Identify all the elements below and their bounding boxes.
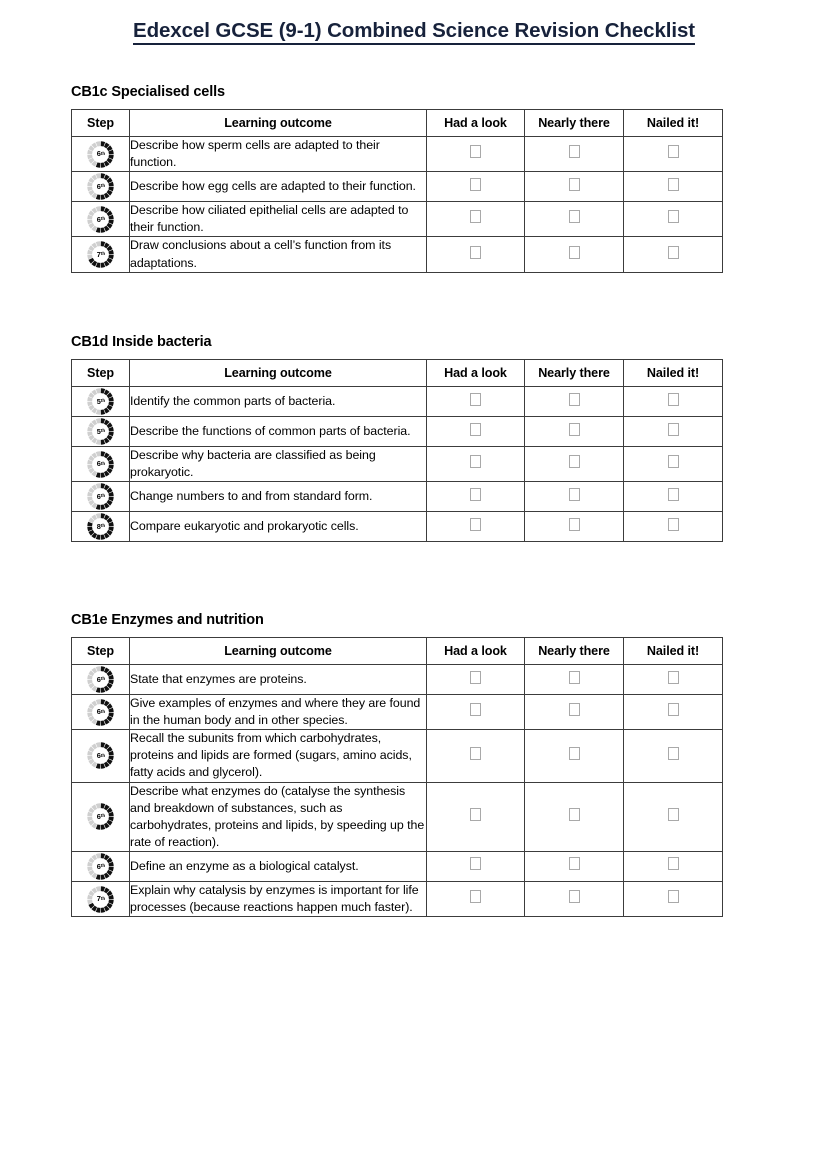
learning-outcome-cell: Define an enzyme as a biological catalyst. xyxy=(130,851,427,881)
column-header-step: Step xyxy=(72,360,130,387)
empty-checkbox-icon[interactable] xyxy=(569,210,580,223)
checkbox-cell-had-a-look[interactable] xyxy=(427,665,525,695)
step-cell xyxy=(72,447,130,482)
empty-checkbox-icon[interactable] xyxy=(470,178,481,191)
column-header-nearly-there: Nearly there xyxy=(525,360,624,387)
step-progress-dial-icon xyxy=(86,741,115,770)
checkbox-cell-had-a-look[interactable] xyxy=(427,730,525,782)
empty-checkbox-icon[interactable] xyxy=(470,393,481,406)
learning-outcome-cell: Describe how ciliated epithelial cells are adapted to their function. xyxy=(130,202,427,237)
step-cell xyxy=(72,730,130,782)
learning-outcome-cell: Describe what enzymes do (catalyse the synthesis and breakdown of substances, such as carbohydrates, proteins and lipids, by speeding up the rate of reaction). xyxy=(130,782,427,851)
section-3 xyxy=(71,612,722,917)
column-header-step: Step xyxy=(72,110,130,137)
step-number-label: 6 th xyxy=(96,861,106,871)
step-number-label: 6 th xyxy=(96,459,106,469)
step-progress-dial-icon xyxy=(86,482,115,511)
table-row xyxy=(72,417,723,447)
empty-checkbox-icon[interactable] xyxy=(668,808,679,821)
learning-outcome-cell: Describe the functions of common parts of bacteria. xyxy=(130,417,427,447)
step-cell xyxy=(72,417,130,447)
empty-checkbox-icon[interactable] xyxy=(569,671,580,684)
empty-checkbox-icon[interactable] xyxy=(668,488,679,501)
checkbox-cell-had-a-look[interactable] xyxy=(427,851,525,881)
learning-outcome-cell: Explain why catalysis by enzymes is important for life processes (because reactions happen much faster). xyxy=(130,881,427,916)
column-header-had-a-look: Had a look xyxy=(427,360,525,387)
checkbox-cell-nearly-there[interactable] xyxy=(525,782,624,851)
checkbox-cell-had-a-look[interactable] xyxy=(427,417,525,447)
checkbox-cell-nailed-it[interactable] xyxy=(624,387,723,417)
checkbox-cell-nailed-it[interactable] xyxy=(624,730,723,782)
step-progress-dial-icon xyxy=(86,387,115,416)
checkbox-cell-nailed-it[interactable] xyxy=(624,665,723,695)
table-row xyxy=(72,851,723,881)
empty-checkbox-icon[interactable] xyxy=(569,178,580,191)
empty-checkbox-icon[interactable] xyxy=(668,246,679,259)
checkbox-cell-had-a-look[interactable] xyxy=(427,137,525,172)
empty-checkbox-icon[interactable] xyxy=(470,488,481,501)
step-number-label: 7 th xyxy=(96,249,106,259)
learning-outcome-cell: Identify the common parts of bacteria. xyxy=(130,387,427,417)
checkbox-cell-nailed-it[interactable] xyxy=(624,695,723,730)
empty-checkbox-icon[interactable] xyxy=(569,857,580,870)
step-cell xyxy=(72,387,130,417)
table-row xyxy=(72,665,723,695)
checklist-table xyxy=(71,109,723,273)
page-title-text: Edexcel GCSE (9-1) Combined Science Revision Checklist xyxy=(133,19,695,45)
checkbox-cell-had-a-look[interactable] xyxy=(427,881,525,916)
step-number-label: 5 th xyxy=(96,426,106,436)
learning-outcome-cell: Recall the subunits from which carbohydrates, proteins and lipids are formed (sugars, amino acids, fatty acids and glycerol). xyxy=(130,730,427,782)
checkbox-cell-had-a-look[interactable] xyxy=(427,482,525,512)
checkbox-cell-nearly-there[interactable] xyxy=(525,387,624,417)
step-progress-dial-icon xyxy=(86,172,115,201)
table-row xyxy=(72,172,723,202)
checkbox-cell-nailed-it[interactable] xyxy=(624,417,723,447)
checkbox-cell-nearly-there[interactable] xyxy=(525,512,624,542)
empty-checkbox-icon[interactable] xyxy=(668,423,679,436)
empty-checkbox-icon[interactable] xyxy=(470,671,481,684)
step-cell xyxy=(72,482,130,512)
empty-checkbox-icon[interactable] xyxy=(569,890,580,903)
step-cell xyxy=(72,695,130,730)
empty-checkbox-icon[interactable] xyxy=(668,455,679,468)
step-number-label: 6 th xyxy=(96,149,106,159)
step-progress-dial-icon xyxy=(86,240,115,269)
checkbox-cell-nearly-there[interactable] xyxy=(525,447,624,482)
empty-checkbox-icon[interactable] xyxy=(668,145,679,158)
empty-checkbox-icon[interactable] xyxy=(569,747,580,760)
empty-checkbox-icon[interactable] xyxy=(470,455,481,468)
checkbox-cell-nailed-it[interactable] xyxy=(624,172,723,202)
empty-checkbox-icon[interactable] xyxy=(470,145,481,158)
step-number-label: 8 th xyxy=(96,522,106,532)
checkbox-cell-nearly-there[interactable] xyxy=(525,482,624,512)
column-header-nailed-it: Nailed it! xyxy=(624,638,723,665)
empty-checkbox-icon[interactable] xyxy=(668,857,679,870)
table-header-row xyxy=(72,110,723,137)
column-header-learning-outcome: Learning outcome xyxy=(130,360,427,387)
step-progress-dial-icon xyxy=(86,802,115,831)
checkbox-cell-nailed-it[interactable] xyxy=(624,447,723,482)
checkbox-cell-nearly-there[interactable] xyxy=(525,202,624,237)
table-header-row xyxy=(72,360,723,387)
checklist-table xyxy=(71,359,723,542)
empty-checkbox-icon[interactable] xyxy=(470,518,481,531)
step-cell xyxy=(72,202,130,237)
step-progress-dial-icon xyxy=(86,852,115,881)
checkbox-cell-had-a-look[interactable] xyxy=(427,202,525,237)
empty-checkbox-icon[interactable] xyxy=(668,210,679,223)
step-progress-dial-icon xyxy=(86,698,115,727)
checkbox-cell-nailed-it[interactable] xyxy=(624,482,723,512)
learning-outcome-cell: State that enzymes are proteins. xyxy=(130,665,427,695)
step-progress-dial-icon xyxy=(86,885,115,914)
step-progress-dial-icon xyxy=(86,140,115,169)
section-2 xyxy=(71,334,722,542)
checkbox-cell-had-a-look[interactable] xyxy=(427,512,525,542)
checkbox-cell-nearly-there[interactable] xyxy=(525,851,624,881)
step-number-label: 5 th xyxy=(96,396,106,406)
column-header-nailed-it: Nailed it! xyxy=(624,360,723,387)
step-number-label: 6 th xyxy=(96,751,106,761)
table-row xyxy=(72,695,723,730)
step-number-label: 6 th xyxy=(96,214,106,224)
empty-checkbox-icon[interactable] xyxy=(470,890,481,903)
column-header-had-a-look: Had a look xyxy=(427,638,525,665)
step-number-label: 6 th xyxy=(96,707,106,717)
section-heading: CB1e Enzymes and nutrition xyxy=(71,612,264,628)
column-header-had-a-look: Had a look xyxy=(427,110,525,137)
checkbox-cell-nailed-it[interactable] xyxy=(624,512,723,542)
step-number-label: 6 th xyxy=(96,182,106,192)
checkbox-cell-nailed-it[interactable] xyxy=(624,137,723,172)
step-cell xyxy=(72,851,130,881)
column-header-nailed-it: Nailed it! xyxy=(624,110,723,137)
empty-checkbox-icon[interactable] xyxy=(569,808,580,821)
step-progress-dial-icon xyxy=(86,512,115,541)
empty-checkbox-icon[interactable] xyxy=(668,518,679,531)
empty-checkbox-icon[interactable] xyxy=(668,747,679,760)
learning-outcome-cell: Compare eukaryotic and prokaryotic cells. xyxy=(130,512,427,542)
table-row xyxy=(72,237,723,272)
empty-checkbox-icon[interactable] xyxy=(470,210,481,223)
empty-checkbox-icon[interactable] xyxy=(668,178,679,191)
step-cell xyxy=(72,782,130,851)
table-header-row xyxy=(72,638,723,665)
checkbox-cell-nearly-there[interactable] xyxy=(525,881,624,916)
empty-checkbox-icon[interactable] xyxy=(668,393,679,406)
checkbox-cell-nailed-it[interactable] xyxy=(624,881,723,916)
empty-checkbox-icon[interactable] xyxy=(569,393,580,406)
table-row xyxy=(72,482,723,512)
step-progress-dial-icon xyxy=(86,205,115,234)
learning-outcome-cell: Give examples of enzymes and where they are found in the human body and in other species. xyxy=(130,695,427,730)
checkbox-cell-nearly-there[interactable] xyxy=(525,730,624,782)
column-header-nearly-there: Nearly there xyxy=(525,110,624,137)
table-row xyxy=(72,512,723,542)
empty-checkbox-icon[interactable] xyxy=(470,246,481,259)
column-header-learning-outcome: Learning outcome xyxy=(130,110,427,137)
table-row xyxy=(72,387,723,417)
empty-checkbox-icon[interactable] xyxy=(668,703,679,716)
column-header-step: Step xyxy=(72,638,130,665)
checklist-table xyxy=(71,637,723,917)
empty-checkbox-icon[interactable] xyxy=(569,703,580,716)
empty-checkbox-icon[interactable] xyxy=(470,423,481,436)
table-row xyxy=(72,202,723,237)
checkbox-cell-nailed-it[interactable] xyxy=(624,782,723,851)
step-number-label: 6 th xyxy=(96,812,106,822)
checkbox-cell-had-a-look[interactable] xyxy=(427,447,525,482)
table-row xyxy=(72,782,723,851)
empty-checkbox-icon[interactable] xyxy=(470,808,481,821)
checkbox-cell-nailed-it[interactable] xyxy=(624,851,723,881)
checkbox-cell-nearly-there[interactable] xyxy=(525,417,624,447)
learning-outcome-cell: Describe how sperm cells are adapted to their function. xyxy=(130,137,427,172)
section-heading: CB1d Inside bacteria xyxy=(71,334,212,350)
checkbox-cell-had-a-look[interactable] xyxy=(427,387,525,417)
learning-outcome-cell: Change numbers to and from standard form. xyxy=(130,482,427,512)
checkbox-cell-had-a-look[interactable] xyxy=(427,237,525,272)
empty-checkbox-icon[interactable] xyxy=(569,145,580,158)
step-number-label: 6 th xyxy=(96,674,106,684)
checkbox-cell-had-a-look[interactable] xyxy=(427,695,525,730)
checkbox-cell-nailed-it[interactable] xyxy=(624,202,723,237)
column-header-learning-outcome: Learning outcome xyxy=(130,638,427,665)
step-cell xyxy=(72,237,130,272)
checkbox-cell-nearly-there[interactable] xyxy=(525,665,624,695)
empty-checkbox-icon[interactable] xyxy=(569,518,580,531)
learning-outcome-cell: Draw conclusions about a cell’s function from its adaptations. xyxy=(130,237,427,272)
checkbox-cell-nearly-there[interactable] xyxy=(525,695,624,730)
step-cell xyxy=(72,137,130,172)
table-row xyxy=(72,447,723,482)
empty-checkbox-icon[interactable] xyxy=(668,890,679,903)
step-number-label: 6 th xyxy=(96,492,106,502)
checkbox-cell-nailed-it[interactable] xyxy=(624,237,723,272)
empty-checkbox-icon[interactable] xyxy=(668,671,679,684)
learning-outcome-cell: Describe how egg cells are adapted to their function. xyxy=(130,172,427,202)
section-heading: CB1c Specialised cells xyxy=(71,84,225,100)
checkbox-cell-nearly-there[interactable] xyxy=(525,237,624,272)
learning-outcome-cell: Describe why bacteria are classified as being prokaryotic. xyxy=(130,447,427,482)
empty-checkbox-icon[interactable] xyxy=(569,455,580,468)
step-progress-dial-icon xyxy=(86,417,115,446)
empty-checkbox-icon[interactable] xyxy=(470,857,481,870)
step-cell xyxy=(72,512,130,542)
empty-checkbox-icon[interactable] xyxy=(470,703,481,716)
checkbox-cell-had-a-look[interactable] xyxy=(427,782,525,851)
step-cell xyxy=(72,172,130,202)
step-cell xyxy=(72,881,130,916)
table-row xyxy=(72,881,723,916)
empty-checkbox-icon[interactable] xyxy=(569,423,580,436)
checkbox-cell-nearly-there[interactable] xyxy=(525,137,624,172)
step-progress-dial-icon xyxy=(86,665,115,694)
empty-checkbox-icon[interactable] xyxy=(569,246,580,259)
step-cell xyxy=(72,665,130,695)
empty-checkbox-icon[interactable] xyxy=(569,488,580,501)
page-title xyxy=(0,19,828,43)
checkbox-cell-nearly-there[interactable] xyxy=(525,172,624,202)
step-progress-dial-icon xyxy=(86,450,115,479)
column-header-nearly-there: Nearly there xyxy=(525,638,624,665)
empty-checkbox-icon[interactable] xyxy=(470,747,481,760)
table-row xyxy=(72,137,723,172)
step-number-label: 7 th xyxy=(96,894,106,904)
section-1 xyxy=(71,84,722,273)
table-row xyxy=(72,730,723,782)
checkbox-cell-had-a-look[interactable] xyxy=(427,172,525,202)
